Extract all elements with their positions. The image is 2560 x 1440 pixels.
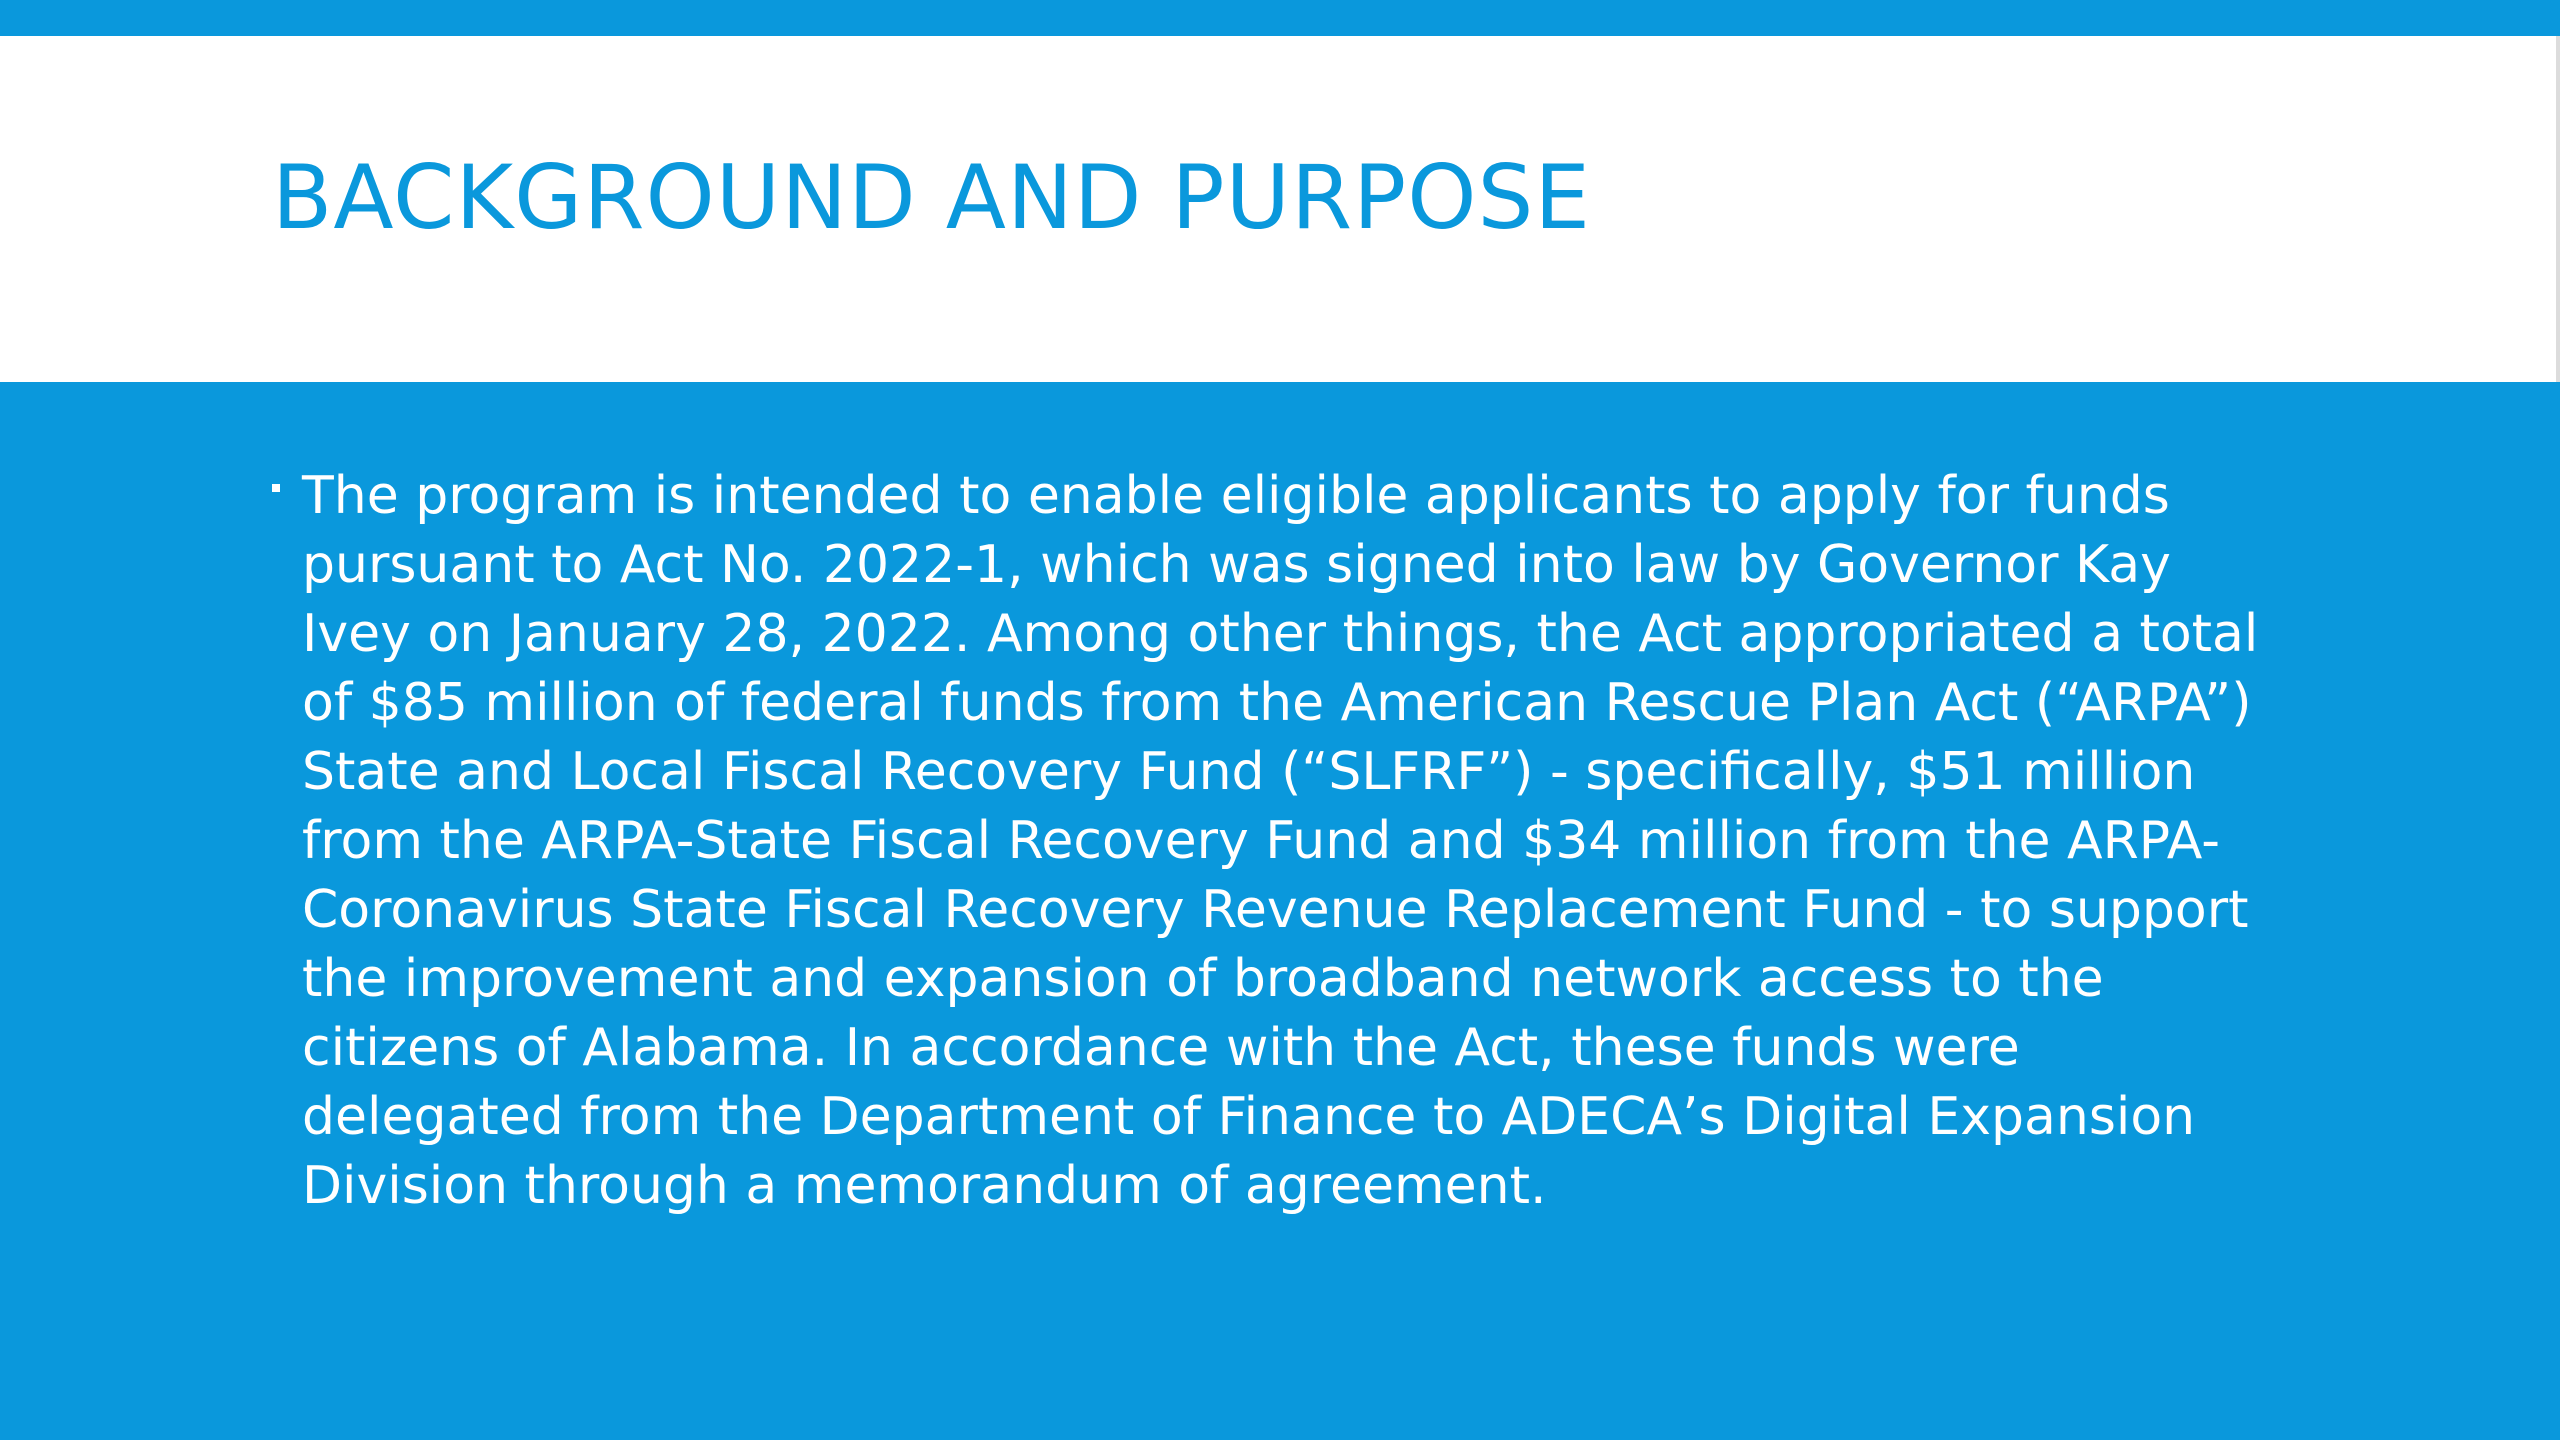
square-bullet-icon <box>272 484 280 492</box>
slide-edge-divider <box>2556 36 2560 382</box>
background-purpose-text: The program is intended to enable eligible applicants to apply for funds pursuant to Act No. 2022-1, which was signed into law by Governor Kay Ivey on January 28, 2022. Among other things, the Act appropriated a total of $85 million of federal funds from the American Rescue Plan Act (“ARPA”) State and Local Fiscal Recovery Fund (“SLFRF”) - specifically, $51 million from the ARPA-State Fiscal Recovery Fund and $34 million from the ARPA-Coronavirus State Fiscal Recovery Revenue Replacement Fund - to support the improvement and expansion of broadband network access to the citizens of Alabama. In accordance with the Act, these funds were delegated from the Department of Finance to ADECA’s Digital Expansion Division through a memorandum of agreement. <box>302 466 2259 1216</box>
top-accent-bar <box>0 0 2560 36</box>
content-panel <box>0 382 2560 1440</box>
slide-title: BACKGROUND AND PURPOSE <box>272 146 1591 249</box>
bullet-item <box>272 462 2292 1221</box>
